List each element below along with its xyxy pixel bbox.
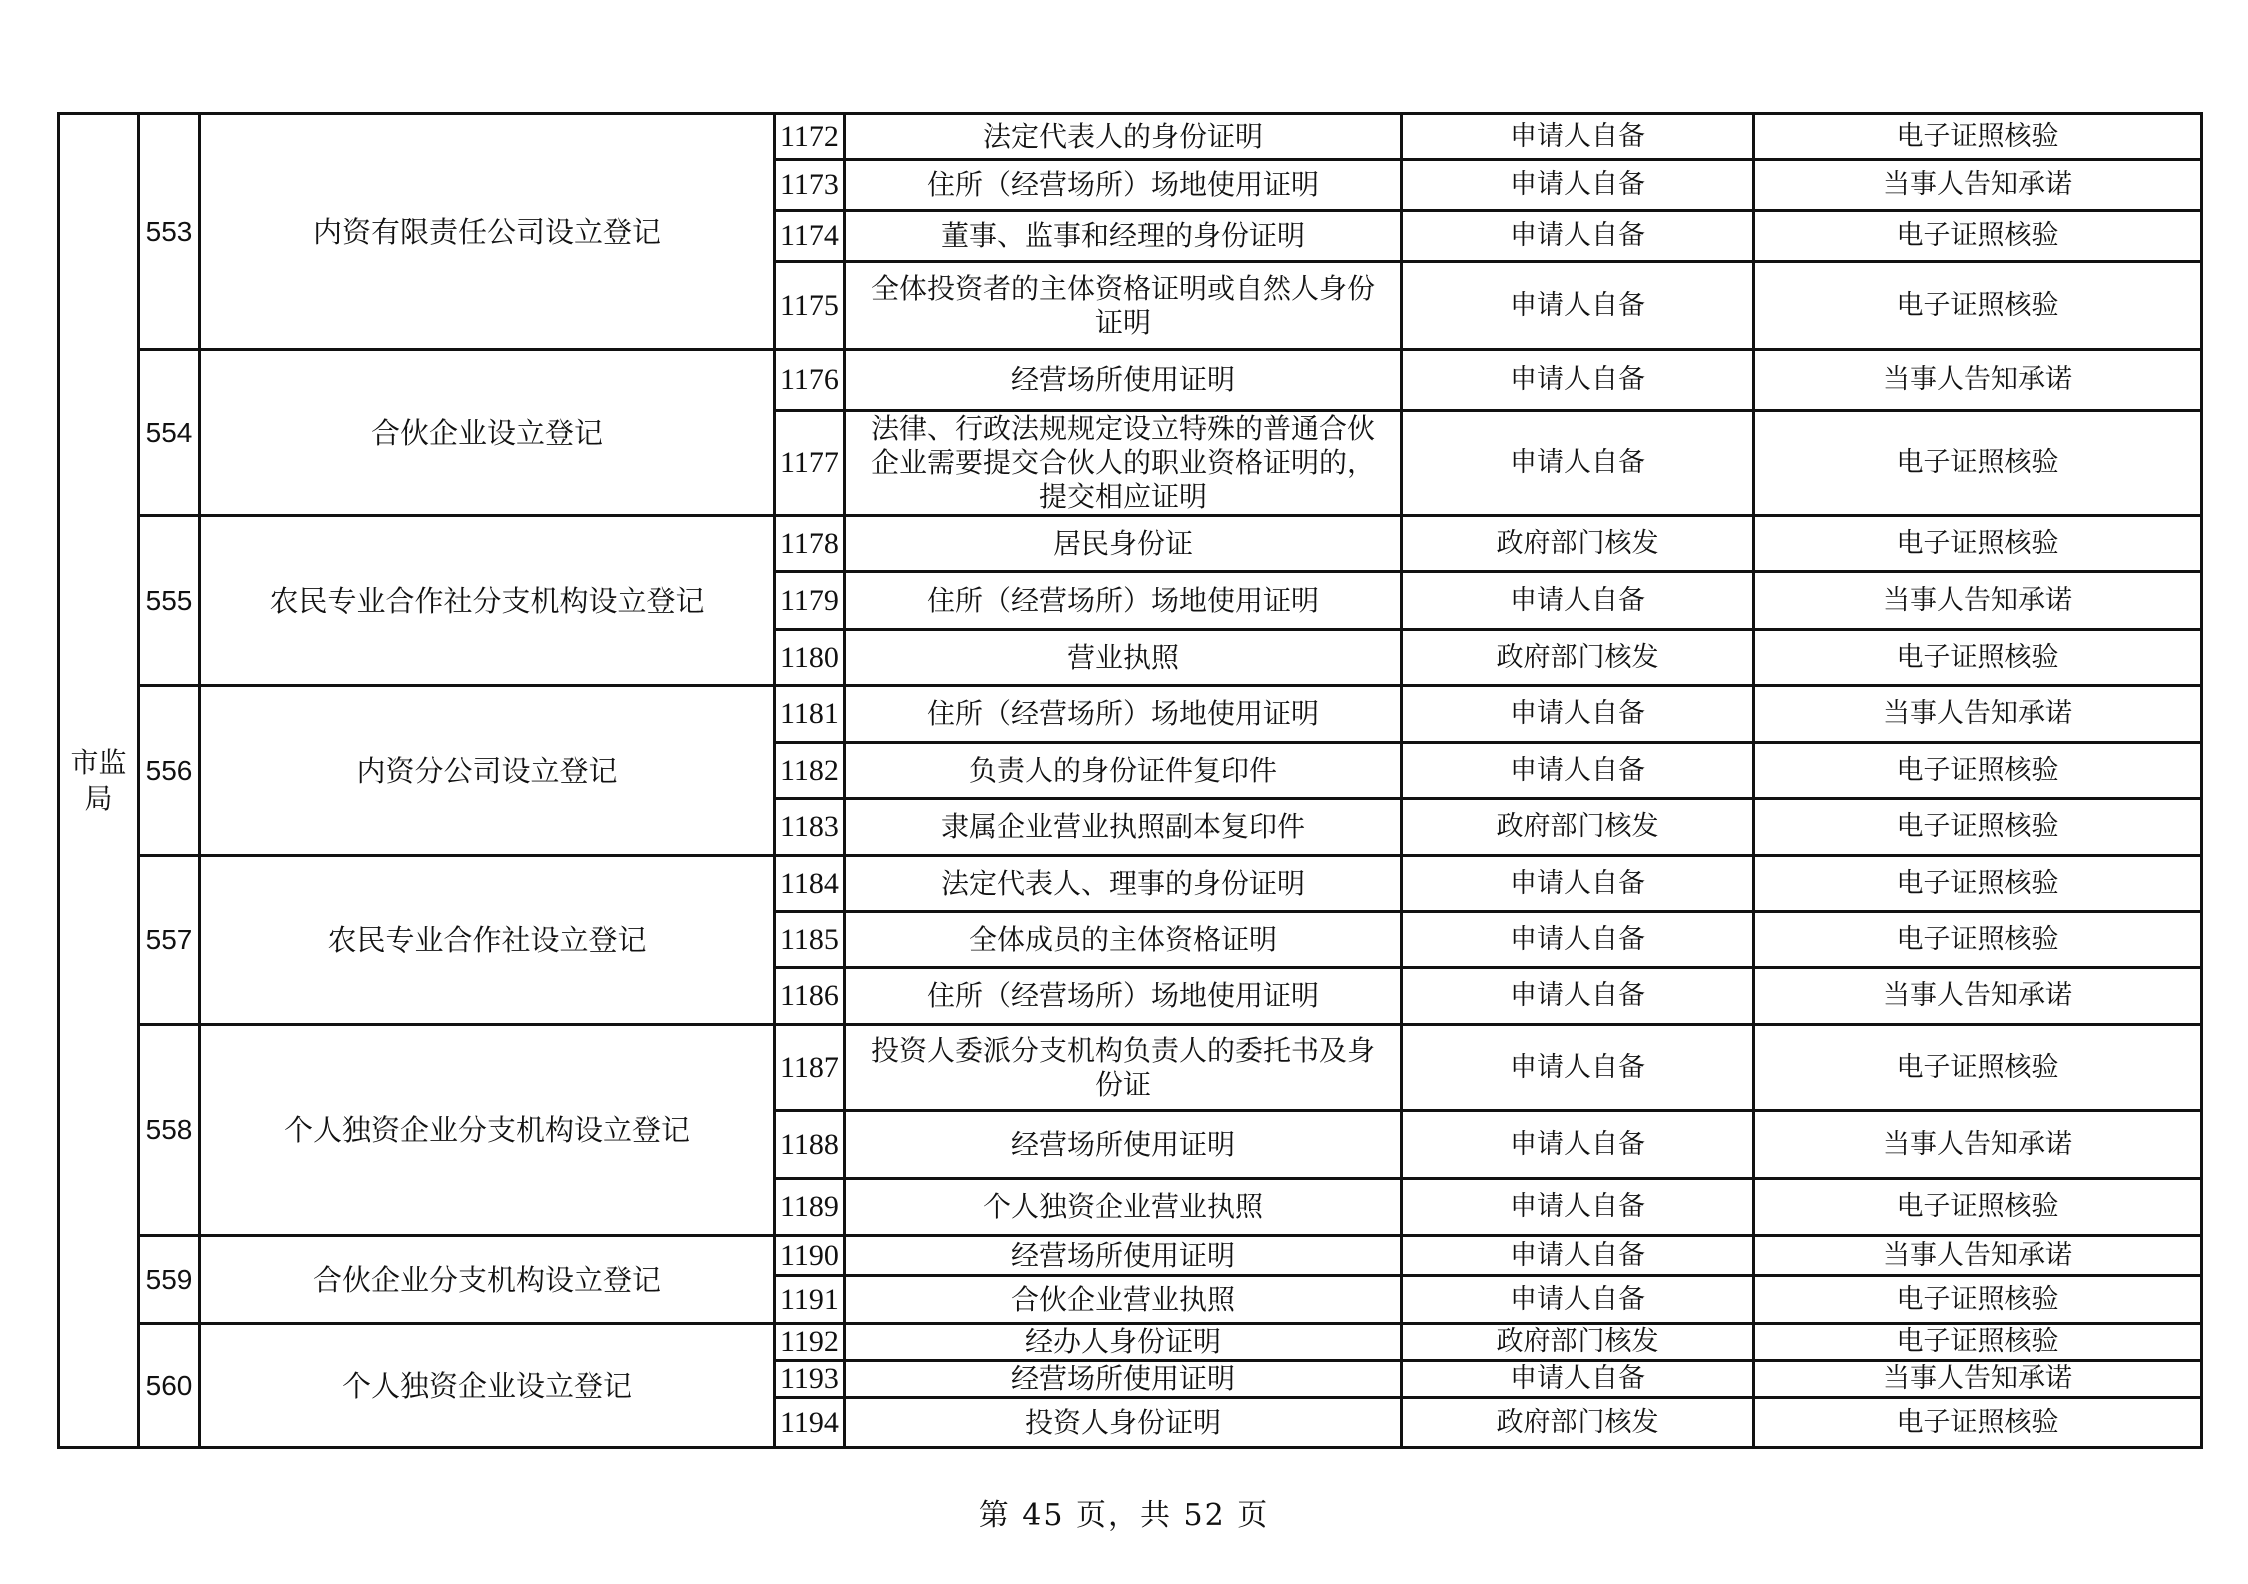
material-source-cell: 申请人自备 — [1402, 686, 1754, 743]
material-source-cell: 政府部门核发 — [1402, 516, 1754, 572]
matter-name-cell: 个人独资企业设立登记 — [200, 1324, 775, 1448]
item-number-cell: 560 — [139, 1324, 200, 1448]
material-name-cell: 全体成员的主体资格证明 — [845, 912, 1402, 968]
material-name-cell: 投资人身份证明 — [845, 1398, 1402, 1448]
material-source-cell: 申请人自备 — [1402, 968, 1754, 1025]
material-name-cell: 住所（经营场所）场地使用证明 — [845, 160, 1402, 211]
material-name-cell: 经营场所使用证明 — [845, 1111, 1402, 1179]
material-id-cell: 1192 — [775, 1324, 845, 1361]
material-source-cell: 申请人自备 — [1402, 1111, 1754, 1179]
verification-method-cell: 电子证照核验 — [1754, 1276, 2202, 1324]
table-row — [59, 686, 2202, 743]
verification-method-cell: 当事人告知承诺 — [1754, 160, 2202, 211]
material-source-cell: 申请人自备 — [1402, 262, 1754, 350]
material-name-cell: 全体投资者的主体资格证明或自然人身份证明 — [845, 262, 1402, 350]
material-name-cell: 合伙企业营业执照 — [845, 1276, 1402, 1324]
material-name-cell: 董事、监事和经理的身份证明 — [845, 211, 1402, 262]
item-number-cell: 554 — [139, 350, 200, 516]
verification-method-cell: 电子证照核验 — [1754, 516, 2202, 572]
table-body — [59, 114, 2202, 1448]
material-source-cell: 申请人自备 — [1402, 1361, 1754, 1398]
materials-table — [57, 112, 2203, 1449]
verification-method-cell: 当事人告知承诺 — [1754, 1236, 2202, 1276]
matter-name-cell: 内资有限责任公司设立登记 — [200, 114, 775, 350]
material-source-cell: 政府部门核发 — [1402, 799, 1754, 856]
material-id-cell: 1182 — [775, 743, 845, 799]
verification-method-cell: 电子证照核验 — [1754, 799, 2202, 856]
material-name-cell: 法定代表人的身份证明 — [845, 114, 1402, 160]
material-source-cell: 申请人自备 — [1402, 114, 1754, 160]
material-id-cell: 1180 — [775, 630, 845, 686]
table-row — [59, 1025, 2202, 1111]
material-id-cell: 1181 — [775, 686, 845, 743]
material-source-cell: 申请人自备 — [1402, 1276, 1754, 1324]
verification-method-cell: 当事人告知承诺 — [1754, 572, 2202, 630]
material-name-cell: 经营场所使用证明 — [845, 1361, 1402, 1398]
material-id-cell: 1194 — [775, 1398, 845, 1448]
verification-method-cell: 当事人告知承诺 — [1754, 1111, 2202, 1179]
material-id-cell: 1175 — [775, 262, 845, 350]
material-name-cell: 经营场所使用证明 — [845, 1236, 1402, 1276]
material-id-cell: 1176 — [775, 350, 845, 411]
item-number-cell: 558 — [139, 1025, 200, 1236]
material-name-cell: 法律、行政法规规定设立特殊的普通合伙企业需要提交合伙人的职业资格证明的，提交相应证明 — [845, 411, 1402, 516]
matter-name-cell: 合伙企业设立登记 — [200, 350, 775, 516]
verification-method-cell: 当事人告知承诺 — [1754, 968, 2202, 1025]
material-id-cell: 1177 — [775, 411, 845, 516]
table-row — [59, 1236, 2202, 1276]
material-source-cell: 申请人自备 — [1402, 856, 1754, 912]
material-name-cell: 投资人委派分支机构负责人的委托书及身份证 — [845, 1025, 1402, 1111]
material-source-cell: 申请人自备 — [1402, 572, 1754, 630]
material-name-cell: 住所（经营场所）场地使用证明 — [845, 968, 1402, 1025]
page-footer: 第 45 页，共 52 页 — [978, 1498, 1270, 1533]
material-source-cell: 申请人自备 — [1402, 1179, 1754, 1236]
material-id-cell: 1190 — [775, 1236, 845, 1276]
material-id-cell: 1184 — [775, 856, 845, 912]
material-source-cell: 申请人自备 — [1402, 743, 1754, 799]
verification-method-cell: 电子证照核验 — [1754, 114, 2202, 160]
material-id-cell: 1188 — [775, 1111, 845, 1179]
table-row — [59, 516, 2202, 572]
verification-method-cell: 电子证照核验 — [1754, 1398, 2202, 1448]
material-source-cell: 政府部门核发 — [1402, 630, 1754, 686]
material-source-cell: 申请人自备 — [1402, 912, 1754, 968]
material-id-cell: 1186 — [775, 968, 845, 1025]
verification-method-cell: 当事人告知承诺 — [1754, 1361, 2202, 1398]
material-id-cell: 1173 — [775, 160, 845, 211]
item-number-cell: 557 — [139, 856, 200, 1025]
material-source-cell: 申请人自备 — [1402, 411, 1754, 516]
material-source-cell: 政府部门核发 — [1402, 1324, 1754, 1361]
verification-method-cell: 电子证照核验 — [1754, 262, 2202, 350]
material-id-cell: 1172 — [775, 114, 845, 160]
matter-name-cell: 农民专业合作社分支机构设立登记 — [200, 516, 775, 686]
verification-method-cell: 电子证照核验 — [1754, 1179, 2202, 1236]
material-source-cell: 申请人自备 — [1402, 350, 1754, 411]
material-name-cell: 经办人身份证明 — [845, 1324, 1402, 1361]
material-source-cell: 申请人自备 — [1402, 160, 1754, 211]
material-name-cell: 住所（经营场所）场地使用证明 — [845, 572, 1402, 630]
material-name-cell: 住所（经营场所）场地使用证明 — [845, 686, 1402, 743]
verification-method-cell: 当事人告知承诺 — [1754, 686, 2202, 743]
matter-name-cell: 个人独资企业分支机构设立登记 — [200, 1025, 775, 1236]
material-name-cell: 经营场所使用证明 — [845, 350, 1402, 411]
table-row — [59, 350, 2202, 411]
verification-method-cell: 电子证照核验 — [1754, 411, 2202, 516]
table-row — [59, 856, 2202, 912]
verification-method-cell: 电子证照核验 — [1754, 630, 2202, 686]
material-source-cell: 政府部门核发 — [1402, 1398, 1754, 1448]
item-number-cell: 553 — [139, 114, 200, 350]
material-name-cell: 法定代表人、理事的身份证明 — [845, 856, 1402, 912]
material-source-cell: 申请人自备 — [1402, 211, 1754, 262]
verification-method-cell: 电子证照核验 — [1754, 211, 2202, 262]
material-source-cell: 申请人自备 — [1402, 1236, 1754, 1276]
item-number-cell: 559 — [139, 1236, 200, 1324]
verification-method-cell: 电子证照核验 — [1754, 912, 2202, 968]
material-id-cell: 1179 — [775, 572, 845, 630]
material-id-cell: 1174 — [775, 211, 845, 262]
matter-name-cell: 农民专业合作社设立登记 — [200, 856, 775, 1025]
material-id-cell: 1187 — [775, 1025, 845, 1111]
material-name-cell: 营业执照 — [845, 630, 1402, 686]
material-source-cell: 申请人自备 — [1402, 1025, 1754, 1111]
verification-method-cell: 电子证照核验 — [1754, 1025, 2202, 1111]
verification-method-cell: 电子证照核验 — [1754, 1324, 2202, 1361]
material-name-cell: 负责人的身份证件复印件 — [845, 743, 1402, 799]
verification-method-cell: 当事人告知承诺 — [1754, 350, 2202, 411]
matter-name-cell: 内资分公司设立登记 — [200, 686, 775, 856]
material-id-cell: 1185 — [775, 912, 845, 968]
material-name-cell: 居民身份证 — [845, 516, 1402, 572]
material-id-cell: 1178 — [775, 516, 845, 572]
matter-name-cell: 合伙企业分支机构设立登记 — [200, 1236, 775, 1324]
department-cell: 市监局 — [59, 114, 139, 1448]
verification-method-cell: 电子证照核验 — [1754, 743, 2202, 799]
item-number-cell: 555 — [139, 516, 200, 686]
table-row — [59, 1324, 2202, 1361]
material-id-cell: 1183 — [775, 799, 845, 856]
material-id-cell: 1191 — [775, 1276, 845, 1324]
material-name-cell: 隶属企业营业执照副本复印件 — [845, 799, 1402, 856]
material-name-cell: 个人独资企业营业执照 — [845, 1179, 1402, 1236]
item-number-cell: 556 — [139, 686, 200, 856]
material-id-cell: 1189 — [775, 1179, 845, 1236]
verification-method-cell: 电子证照核验 — [1754, 856, 2202, 912]
table-row — [59, 114, 2202, 160]
material-id-cell: 1193 — [775, 1361, 845, 1398]
